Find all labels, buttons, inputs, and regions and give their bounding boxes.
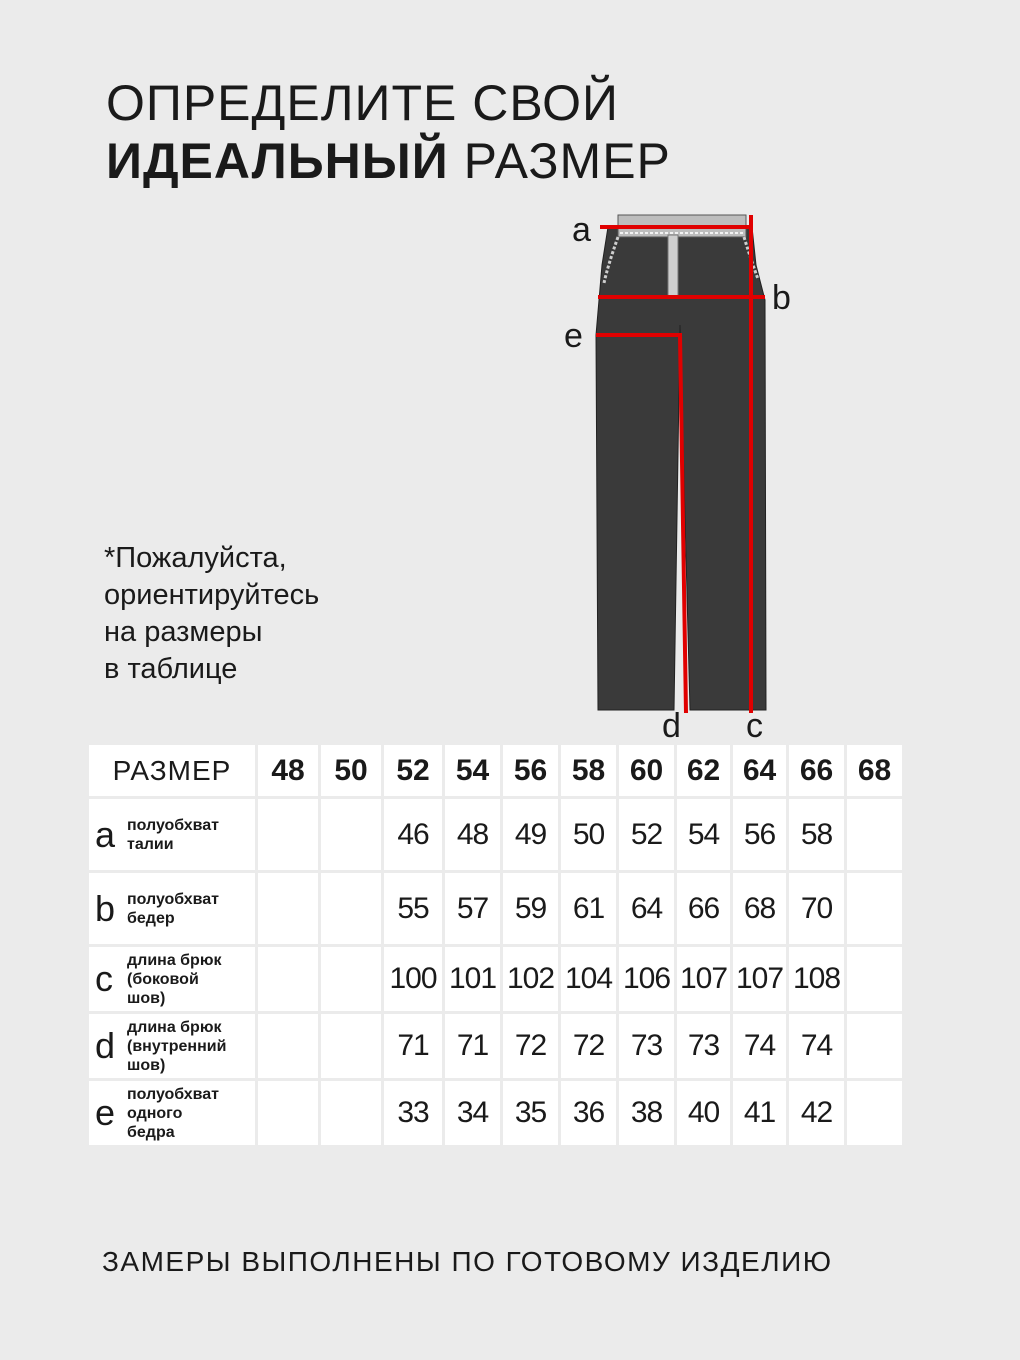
table-cell: 70 [789,873,844,944]
table-cell: 46 [384,799,442,870]
table-cell: 49 [503,799,558,870]
table-cell: 74 [733,1014,786,1078]
title-line-1: ОПРЕДЕЛИТЕ СВОЙ [106,75,619,131]
table-cell [258,873,318,944]
table-cell: 33 [384,1081,442,1145]
row-letter: a [95,813,116,855]
table-header-row [89,745,902,796]
table-cell [847,947,902,1011]
title-line-2 [106,132,671,190]
row-description [127,1085,219,1142]
label-c: c [746,707,763,745]
row-description-line: полуобхват [127,1085,220,1103]
header-label: РАЗМЕР [89,745,255,796]
table-cell: 41 [733,1081,786,1145]
row-label [89,799,255,870]
row-description [127,890,219,928]
table-cell [321,873,381,944]
label-e: e [564,317,583,355]
table-cell [847,873,902,944]
table-cell [847,1081,902,1145]
fly-placket [668,235,678,297]
footer-note: ЗАМЕРЫ ВЫПОЛНЕНЫ ПО ГОТОВОМУ ИЗДЕЛИЮ [102,1246,833,1277]
table-cell [258,947,318,1011]
size-header: 62 [677,745,730,796]
table-cell: 36 [561,1081,616,1145]
table-cell: 48 [445,799,500,870]
row-description-line: одного [127,1104,183,1122]
table-cell: 34 [445,1081,500,1145]
row-description-line: (боковой [127,970,199,988]
table-cell: 58 [789,799,844,870]
table-cell: 54 [677,799,730,870]
size-header: 68 [847,745,902,796]
table-cell [321,799,381,870]
row-description-line: шов) [127,1056,166,1074]
row-letter: b [95,887,116,929]
table-cell [321,947,381,1011]
table-body [89,799,902,1145]
table-row [89,873,902,944]
table-cell: 52 [619,799,674,870]
row-description-line: полуобхват [127,816,220,834]
size-header: 56 [503,745,558,796]
row-description-line: (внутренний [127,1037,227,1055]
note-line: в таблице [104,653,238,685]
row-description-line: бедра [127,1123,175,1141]
row-letter: d [95,1025,116,1066]
table-cell [847,1014,902,1078]
table-cell: 50 [561,799,616,870]
note-line: ориентируйтесь [104,579,320,611]
row-description [127,816,219,854]
table-cell [321,1014,381,1078]
table-cell: 71 [384,1014,442,1078]
table-cell [847,799,902,870]
row-label [89,1014,255,1078]
table-cell: 64 [619,873,674,944]
size-header: 52 [384,745,442,796]
table-cell: 66 [677,873,730,944]
table-cell: 56 [733,799,786,870]
size-header: 48 [258,745,318,796]
size-header: 66 [789,745,844,796]
label-d: d [662,707,681,745]
row-description-line: бедер [127,909,175,927]
title-line-2-rest: РАЗМЕР [463,133,671,189]
row-description-line: шов) [127,989,166,1007]
row-description [127,1018,226,1075]
row-description-line: длина брюк [127,951,222,969]
table-cell: 68 [733,873,786,944]
table-cell: 100 [384,947,442,1011]
table-row [89,799,902,870]
title-line-2-bold: ИДЕАЛЬНЫЙ [106,133,449,189]
table-row [89,947,902,1011]
table-cell: 57 [445,873,500,944]
table-cell: 38 [619,1081,674,1145]
table-cell: 72 [561,1014,616,1078]
row-description-line: талии [127,835,174,853]
size-header: 54 [445,745,500,796]
table-cell: 102 [503,947,558,1011]
label-a: a [572,211,591,249]
row-description [127,951,222,1008]
size-header: 64 [733,745,786,796]
table-cell [321,1081,381,1145]
table-cell: 35 [503,1081,558,1145]
row-label [89,947,255,1011]
note-line: на размеры [104,616,263,648]
label-b: b [772,279,791,317]
table-cell [258,1014,318,1078]
row-description-line: длина брюк [127,1018,222,1036]
table-cell: 40 [677,1081,730,1145]
table-cell: 107 [733,947,786,1011]
size-header: 58 [561,745,616,796]
row-description-line: полуобхват [127,890,220,908]
table-cell: 101 [445,947,500,1011]
table-cell: 106 [619,947,674,1011]
table-cell: 59 [503,873,558,944]
table-cell [258,799,318,870]
table-cell: 73 [677,1014,730,1078]
table-cell: 107 [677,947,730,1011]
page-title [106,74,671,190]
size-note [104,540,319,688]
table-cell: 55 [384,873,442,944]
table-cell [258,1081,318,1145]
size-table [86,742,905,1148]
table-cell: 42 [789,1081,844,1145]
table-cell: 108 [789,947,844,1011]
table-cell: 74 [789,1014,844,1078]
table-row [89,1014,902,1078]
table-cell: 72 [503,1014,558,1078]
table-cell: 61 [561,873,616,944]
row-label [89,873,255,944]
table-cell: 73 [619,1014,674,1078]
size-header: 60 [619,745,674,796]
table-cell: 71 [445,1014,500,1078]
pants-diagram [560,205,810,745]
table-row [89,1081,902,1145]
note-line: *Пожалуйста, [104,542,287,574]
table-cell: 104 [561,947,616,1011]
row-letter: c [95,958,113,999]
size-header: 50 [321,745,381,796]
row-label [89,1081,255,1145]
row-letter: e [95,1092,116,1133]
